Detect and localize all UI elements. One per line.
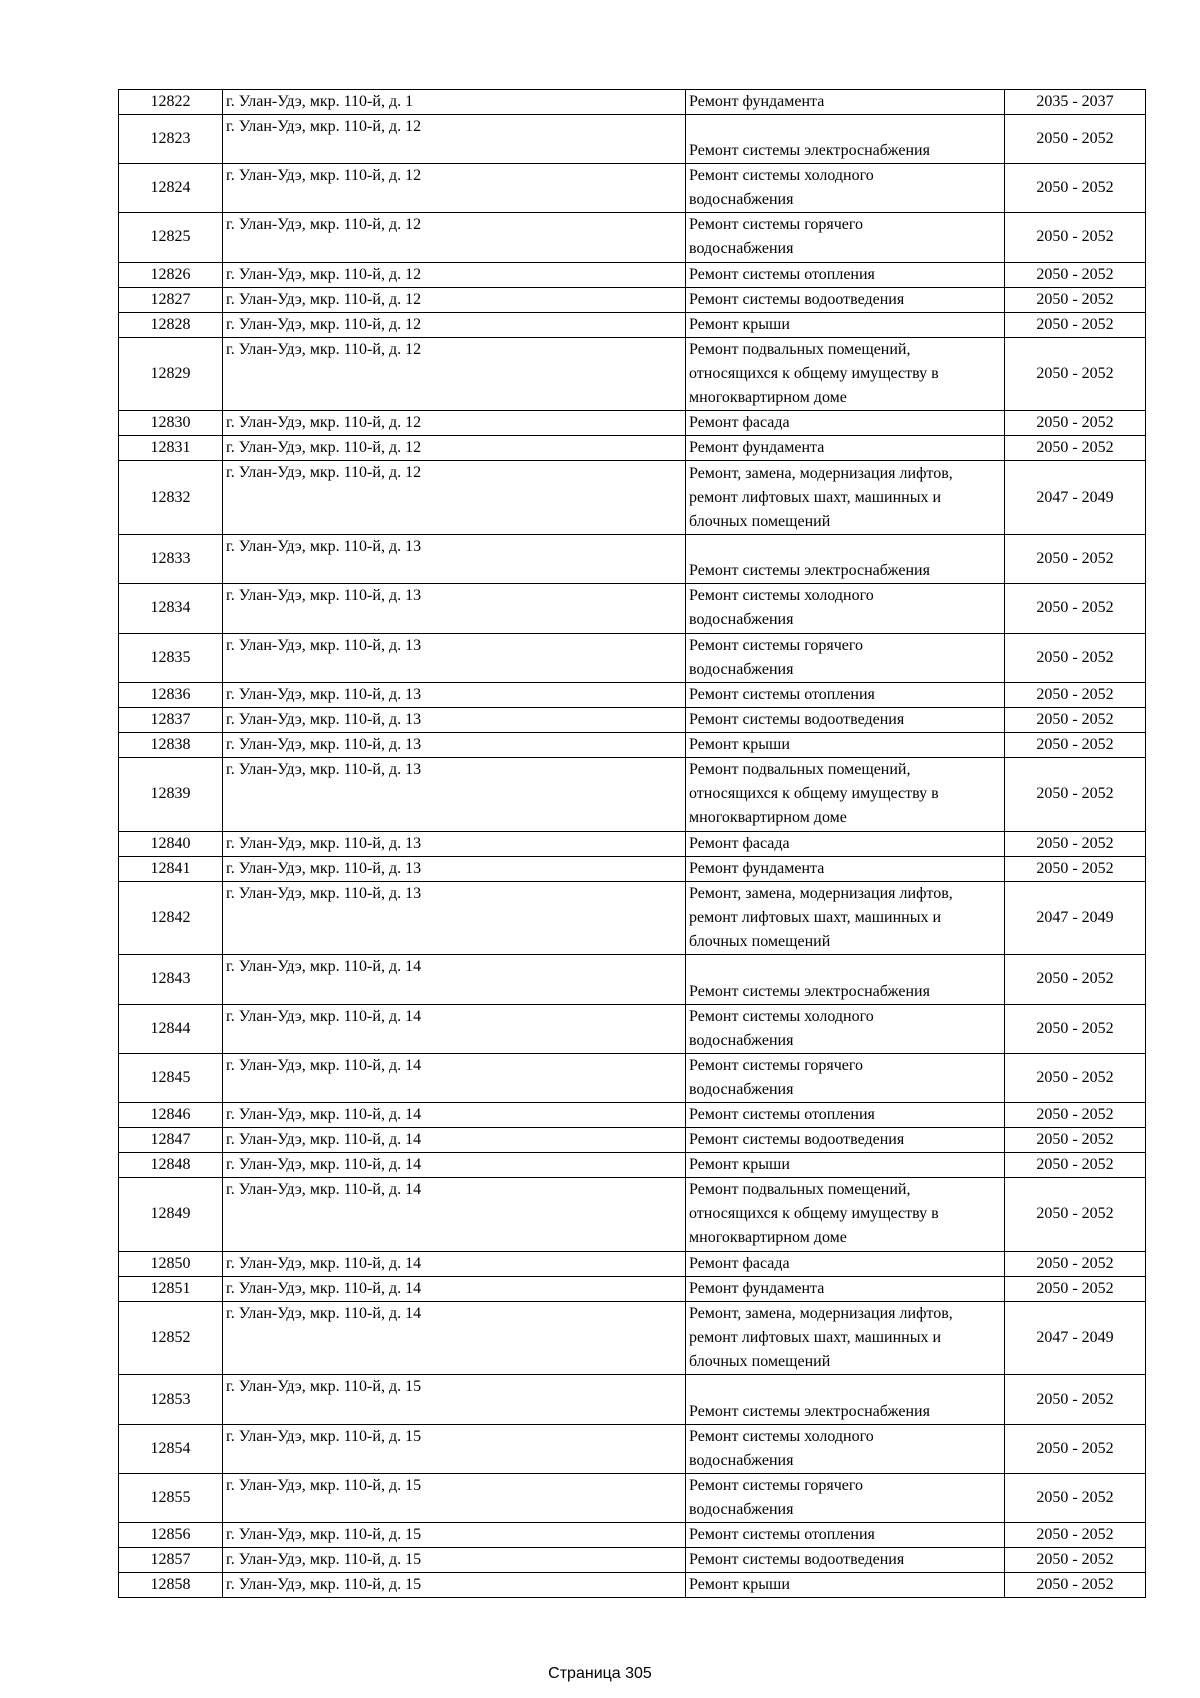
table-row xyxy=(119,312,1146,337)
address-cell: г. Улан-Удэ, мкр. 110-й, д. 13 xyxy=(223,633,686,682)
address-cell: г. Улан-Удэ, мкр. 110-й, д. 14 xyxy=(223,1177,686,1251)
address-cell: г. Улан-Удэ, мкр. 110-й, д. 13 xyxy=(223,831,686,856)
work-type-line: ремонт лифтовых шахт, машинных и xyxy=(689,1329,942,1347)
period-cell: 2035 - 2037 xyxy=(1005,90,1146,115)
row-number-cell: 12848 xyxy=(119,1152,223,1177)
work-type-line: Ремонт системы электроснабжения xyxy=(689,142,930,160)
work-type-line: водоснабжения xyxy=(689,191,794,209)
work-type-line: Ремонт системы отопления xyxy=(689,1105,875,1123)
period-cell: 2050 - 2052 xyxy=(1005,262,1146,287)
row-number-cell: 12838 xyxy=(119,732,223,757)
row-number-cell: 12835 xyxy=(119,633,223,682)
work-type-line: Ремонт системы горячего xyxy=(689,1476,864,1494)
table-row xyxy=(119,1523,1146,1548)
work-type-cell xyxy=(686,213,1005,262)
address-cell: г. Улан-Удэ, мкр. 110-й, д. 13 xyxy=(223,856,686,881)
period-cell: 2050 - 2052 xyxy=(1005,955,1146,1004)
work-type-cell xyxy=(686,682,1005,707)
work-type-cell xyxy=(686,90,1005,115)
work-type-line: водоснабжения xyxy=(689,1080,794,1098)
row-number-cell: 12837 xyxy=(119,707,223,732)
table-row xyxy=(119,287,1146,312)
work-type-cell xyxy=(686,707,1005,732)
work-type-line: водоснабжения xyxy=(689,1500,794,1518)
work-type-cell xyxy=(686,1573,1005,1598)
address-cell: г. Улан-Удэ, мкр. 110-й, д. 12 xyxy=(223,312,686,337)
period-cell: 2050 - 2052 xyxy=(1005,1004,1146,1053)
address-cell: г. Улан-Удэ, мкр. 110-й, д. 12 xyxy=(223,436,686,461)
work-type-line: Ремонт системы холодного xyxy=(689,1427,874,1445)
work-type-line: Ремонт, замена, модернизация лифтов, xyxy=(689,1305,953,1323)
work-type-cell xyxy=(686,955,1005,1004)
row-number-cell: 12839 xyxy=(119,757,223,831)
period-cell: 2050 - 2052 xyxy=(1005,1127,1146,1152)
table-row xyxy=(119,1473,1146,1522)
table-row xyxy=(119,1251,1146,1276)
work-type-cell xyxy=(686,584,1005,633)
table-row xyxy=(119,213,1146,262)
row-number-cell: 12823 xyxy=(119,115,223,164)
address-cell: г. Улан-Удэ, мкр. 110-й, д. 12 xyxy=(223,287,686,312)
address-cell: г. Улан-Удэ, мкр. 110-й, д. 14 xyxy=(223,1276,686,1301)
row-number-cell: 12842 xyxy=(119,881,223,955)
work-type-line: Ремонт системы водоотведения xyxy=(689,710,905,728)
address-cell: г. Улан-Удэ, мкр. 110-й, д. 12 xyxy=(223,411,686,436)
work-type-line: Ремонт подвальных помещений, xyxy=(689,761,911,779)
period-cell: 2050 - 2052 xyxy=(1005,436,1146,461)
address-cell: г. Улан-Удэ, мкр. 110-й, д. 15 xyxy=(223,1424,686,1473)
row-number-cell: 12825 xyxy=(119,213,223,262)
work-type-line: ремонт лифтовых шахт, машинных и xyxy=(689,908,942,926)
work-type-line: Ремонт крыши xyxy=(689,1155,790,1173)
work-type-line: блочных помещений xyxy=(689,1353,831,1371)
table-row xyxy=(119,682,1146,707)
table-row xyxy=(119,1102,1146,1127)
work-type-line: Ремонт системы отопления xyxy=(689,265,875,283)
row-number-cell: 12826 xyxy=(119,262,223,287)
address-cell: г. Улан-Удэ, мкр. 110-й, д. 13 xyxy=(223,535,686,584)
row-number-cell: 12843 xyxy=(119,955,223,1004)
table-row xyxy=(119,1276,1146,1301)
row-number-cell: 12847 xyxy=(119,1127,223,1152)
address-cell: г. Улан-Удэ, мкр. 110-й, д. 15 xyxy=(223,1548,686,1573)
table-row xyxy=(119,1424,1146,1473)
row-number-cell: 12858 xyxy=(119,1573,223,1598)
period-cell: 2050 - 2052 xyxy=(1005,1177,1146,1251)
work-type-line: многоквартирном доме xyxy=(689,388,847,406)
work-type-line: Ремонт системы отопления xyxy=(689,1526,875,1544)
work-type-cell xyxy=(686,1004,1005,1053)
work-type-cell xyxy=(686,881,1005,955)
address-cell: г. Улан-Удэ, мкр. 110-й, д. 14 xyxy=(223,955,686,1004)
table-row xyxy=(119,337,1146,411)
period-cell: 2050 - 2052 xyxy=(1005,1548,1146,1573)
work-type-line: Ремонт системы водоотведения xyxy=(689,1551,905,1569)
table-row xyxy=(119,856,1146,881)
work-type-cell xyxy=(686,1152,1005,1177)
table-row xyxy=(119,411,1146,436)
work-type-line: водоснабжения xyxy=(689,240,794,258)
address-cell: г. Улан-Удэ, мкр. 110-й, д. 13 xyxy=(223,732,686,757)
page-number: Страница 305 xyxy=(548,1665,652,1682)
row-number-cell: 12849 xyxy=(119,1177,223,1251)
work-type-line: водоснабжения xyxy=(689,611,794,629)
work-type-cell xyxy=(686,1053,1005,1102)
table-row xyxy=(119,436,1146,461)
table-row xyxy=(119,1004,1146,1053)
address-cell: г. Улан-Удэ, мкр. 110-й, д. 15 xyxy=(223,1573,686,1598)
row-number-cell: 12822 xyxy=(119,90,223,115)
table-row xyxy=(119,1152,1146,1177)
work-type-line: Ремонт крыши xyxy=(689,1576,790,1594)
work-type-line: блочных помещений xyxy=(689,512,831,530)
period-cell: 2050 - 2052 xyxy=(1005,1573,1146,1598)
work-type-cell xyxy=(686,436,1005,461)
period-cell: 2050 - 2052 xyxy=(1005,856,1146,881)
table-row xyxy=(119,732,1146,757)
period-cell: 2050 - 2052 xyxy=(1005,535,1146,584)
work-type-line: Ремонт, замена, модернизация лифтов, xyxy=(689,884,953,902)
table-row xyxy=(119,707,1146,732)
row-number-cell: 12856 xyxy=(119,1523,223,1548)
table-row xyxy=(119,881,1146,955)
row-number-cell: 12850 xyxy=(119,1251,223,1276)
work-type-line: блочных помещений xyxy=(689,932,831,950)
table-row xyxy=(119,1127,1146,1152)
work-type-cell xyxy=(686,1473,1005,1522)
period-cell: 2050 - 2052 xyxy=(1005,1473,1146,1522)
work-type-line: Ремонт фасада xyxy=(689,834,790,852)
table-row xyxy=(119,955,1146,1004)
work-type-cell xyxy=(686,1102,1005,1127)
work-type-cell xyxy=(686,535,1005,584)
row-number-cell: 12834 xyxy=(119,584,223,633)
row-number-cell: 12824 xyxy=(119,164,223,213)
work-type-cell xyxy=(686,757,1005,831)
work-type-cell xyxy=(686,1276,1005,1301)
work-type-line: многоквартирном доме xyxy=(689,1229,847,1247)
address-cell: г. Улан-Удэ, мкр. 110-й, д. 14 xyxy=(223,1127,686,1152)
work-type-line: водоснабжения xyxy=(689,1451,794,1469)
work-type-cell xyxy=(686,1424,1005,1473)
address-cell: г. Улан-Удэ, мкр. 110-й, д. 13 xyxy=(223,682,686,707)
work-type-cell xyxy=(686,1127,1005,1152)
row-number-cell: 12854 xyxy=(119,1424,223,1473)
row-number-cell: 12855 xyxy=(119,1473,223,1522)
period-cell: 2047 - 2049 xyxy=(1005,881,1146,955)
table-row xyxy=(119,584,1146,633)
work-type-line: Ремонт системы электроснабжения xyxy=(689,1402,930,1420)
period-cell: 2050 - 2052 xyxy=(1005,633,1146,682)
work-type-line: Ремонт фундамента xyxy=(689,859,825,877)
table-body xyxy=(119,90,1146,1598)
row-number-cell: 12851 xyxy=(119,1276,223,1301)
table-row xyxy=(119,1177,1146,1251)
work-type-cell xyxy=(686,287,1005,312)
work-type-cell xyxy=(686,831,1005,856)
row-number-cell: 12840 xyxy=(119,831,223,856)
period-cell: 2050 - 2052 xyxy=(1005,164,1146,213)
work-type-cell xyxy=(686,1251,1005,1276)
address-cell: г. Улан-Удэ, мкр. 110-й, д. 12 xyxy=(223,164,686,213)
period-cell: 2050 - 2052 xyxy=(1005,213,1146,262)
work-type-cell xyxy=(686,1177,1005,1251)
row-number-cell: 12852 xyxy=(119,1301,223,1375)
work-type-line: Ремонт фасада xyxy=(689,1254,790,1272)
table-row xyxy=(119,1573,1146,1598)
work-type-line: Ремонт фундамента xyxy=(689,1279,825,1297)
table-row xyxy=(119,757,1146,831)
period-cell: 2050 - 2052 xyxy=(1005,707,1146,732)
work-type-line: относящихся к общему имуществу в xyxy=(689,785,939,803)
table-row xyxy=(119,1053,1146,1102)
work-type-line: Ремонт фундамента xyxy=(689,439,825,457)
work-type-line: Ремонт подвальных помещений, xyxy=(689,1181,911,1199)
row-number-cell: 12844 xyxy=(119,1004,223,1053)
period-cell: 2050 - 2052 xyxy=(1005,831,1146,856)
row-number-cell: 12830 xyxy=(119,411,223,436)
address-cell: г. Улан-Удэ, мкр. 110-й, д. 1 xyxy=(223,90,686,115)
work-type-line: Ремонт системы отопления xyxy=(689,685,875,703)
work-type-line: Ремонт фасада xyxy=(689,414,790,432)
period-cell: 2050 - 2052 xyxy=(1005,411,1146,436)
table-row xyxy=(119,90,1146,115)
work-type-line: Ремонт системы водоотведения xyxy=(689,1130,905,1148)
period-cell: 2050 - 2052 xyxy=(1005,115,1146,164)
work-type-line: многоквартирном доме xyxy=(689,809,847,827)
period-cell: 2050 - 2052 xyxy=(1005,1102,1146,1127)
period-cell: 2050 - 2052 xyxy=(1005,757,1146,831)
row-number-cell: 12857 xyxy=(119,1548,223,1573)
row-number-cell: 12836 xyxy=(119,682,223,707)
work-type-line: Ремонт крыши xyxy=(689,735,790,753)
work-type-cell xyxy=(686,633,1005,682)
row-number-cell: 12827 xyxy=(119,287,223,312)
address-cell: г. Улан-Удэ, мкр. 110-й, д. 12 xyxy=(223,461,686,535)
address-cell: г. Улан-Удэ, мкр. 110-й, д. 12 xyxy=(223,213,686,262)
period-cell: 2050 - 2052 xyxy=(1005,1251,1146,1276)
table-row xyxy=(119,1301,1146,1375)
work-type-cell xyxy=(686,856,1005,881)
address-cell: г. Улан-Удэ, мкр. 110-й, д. 13 xyxy=(223,707,686,732)
work-type-line: водоснабжения xyxy=(689,660,794,678)
work-type-line: Ремонт крыши xyxy=(689,315,790,333)
address-cell: г. Улан-Удэ, мкр. 110-й, д. 15 xyxy=(223,1523,686,1548)
period-cell: 2050 - 2052 xyxy=(1005,1053,1146,1102)
period-cell: 2050 - 2052 xyxy=(1005,1375,1146,1424)
period-cell: 2050 - 2052 xyxy=(1005,732,1146,757)
address-cell: г. Улан-Удэ, мкр. 110-й, д. 12 xyxy=(223,337,686,411)
work-type-line: Ремонт системы электроснабжения xyxy=(689,982,930,1000)
period-cell: 2050 - 2052 xyxy=(1005,287,1146,312)
address-cell: г. Улан-Удэ, мкр. 110-й, д. 12 xyxy=(223,262,686,287)
work-type-cell xyxy=(686,1548,1005,1573)
address-cell: г. Улан-Удэ, мкр. 110-й, д. 15 xyxy=(223,1375,686,1424)
work-type-line: ремонт лифтовых шахт, машинных и xyxy=(689,488,942,506)
address-cell: г. Улан-Удэ, мкр. 110-й, д. 13 xyxy=(223,757,686,831)
work-type-line: Ремонт системы горячего xyxy=(689,1056,864,1074)
row-number-cell: 12832 xyxy=(119,461,223,535)
work-type-line: Ремонт подвальных помещений, xyxy=(689,340,911,358)
work-type-cell xyxy=(686,1523,1005,1548)
address-cell: г. Улан-Удэ, мкр. 110-й, д. 13 xyxy=(223,881,686,955)
address-cell: г. Улан-Удэ, мкр. 110-й, д. 14 xyxy=(223,1152,686,1177)
work-type-line: Ремонт системы холодного xyxy=(689,1007,874,1025)
table-row xyxy=(119,115,1146,164)
work-type-cell xyxy=(686,461,1005,535)
period-cell: 2050 - 2052 xyxy=(1005,682,1146,707)
work-type-line: Ремонт системы холодного xyxy=(689,167,874,185)
row-number-cell: 12828 xyxy=(119,312,223,337)
address-cell: г. Улан-Удэ, мкр. 110-й, д. 14 xyxy=(223,1251,686,1276)
row-number-cell: 12831 xyxy=(119,436,223,461)
work-type-cell xyxy=(686,164,1005,213)
address-cell: г. Улан-Удэ, мкр. 110-й, д. 14 xyxy=(223,1053,686,1102)
address-cell: г. Улан-Удэ, мкр. 110-й, д. 14 xyxy=(223,1301,686,1375)
work-type-line: Ремонт системы электроснабжения xyxy=(689,562,930,580)
table-row xyxy=(119,461,1146,535)
row-number-cell: 12841 xyxy=(119,856,223,881)
period-cell: 2050 - 2052 xyxy=(1005,312,1146,337)
work-type-cell xyxy=(686,337,1005,411)
work-type-line: Ремонт системы холодного xyxy=(689,587,874,605)
address-cell: г. Улан-Удэ, мкр. 110-й, д. 14 xyxy=(223,1102,686,1127)
address-cell: г. Улан-Удэ, мкр. 110-й, д. 12 xyxy=(223,115,686,164)
table-row xyxy=(119,164,1146,213)
work-type-cell xyxy=(686,732,1005,757)
work-type-line: Ремонт системы водоотведения xyxy=(689,290,905,308)
work-type-cell xyxy=(686,1301,1005,1375)
work-type-line: Ремонт, замена, модернизация лифтов, xyxy=(689,464,953,482)
work-type-line: Ремонт системы горячего xyxy=(689,636,864,654)
work-type-cell xyxy=(686,262,1005,287)
work-type-cell xyxy=(686,312,1005,337)
table-row xyxy=(119,262,1146,287)
period-cell: 2050 - 2052 xyxy=(1005,584,1146,633)
period-cell: 2050 - 2052 xyxy=(1005,1523,1146,1548)
row-number-cell: 12829 xyxy=(119,337,223,411)
work-type-line: Ремонт фундамента xyxy=(689,93,825,110)
row-number-cell: 12853 xyxy=(119,1375,223,1424)
address-cell: г. Улан-Удэ, мкр. 110-й, д. 13 xyxy=(223,584,686,633)
row-number-cell: 12846 xyxy=(119,1102,223,1127)
table-row xyxy=(119,633,1146,682)
table-row xyxy=(119,535,1146,584)
work-type-line: относящихся к общему имуществу в xyxy=(689,364,939,382)
period-cell: 2050 - 2052 xyxy=(1005,1276,1146,1301)
table-row xyxy=(119,1375,1146,1424)
address-cell: г. Улан-Удэ, мкр. 110-й, д. 15 xyxy=(223,1473,686,1522)
address-cell: г. Улан-Удэ, мкр. 110-й, д. 14 xyxy=(223,1004,686,1053)
period-cell: 2047 - 2049 xyxy=(1005,461,1146,535)
row-number-cell: 12845 xyxy=(119,1053,223,1102)
work-type-line: водоснабжения xyxy=(689,1031,794,1049)
row-number-cell: 12833 xyxy=(119,535,223,584)
period-cell: 2050 - 2052 xyxy=(1005,337,1146,411)
period-cell: 2050 - 2052 xyxy=(1005,1152,1146,1177)
work-type-line: относящихся к общему имуществу в xyxy=(689,1205,939,1223)
period-cell: 2050 - 2052 xyxy=(1005,1424,1146,1473)
work-type-cell xyxy=(686,115,1005,164)
period-cell: 2047 - 2049 xyxy=(1005,1301,1146,1375)
work-type-line: Ремонт системы горячего xyxy=(689,216,864,234)
work-type-cell xyxy=(686,411,1005,436)
work-type-cell xyxy=(686,1375,1005,1424)
repair-schedule-table xyxy=(118,89,1146,1598)
table-row xyxy=(119,831,1146,856)
table-row xyxy=(119,1548,1146,1573)
